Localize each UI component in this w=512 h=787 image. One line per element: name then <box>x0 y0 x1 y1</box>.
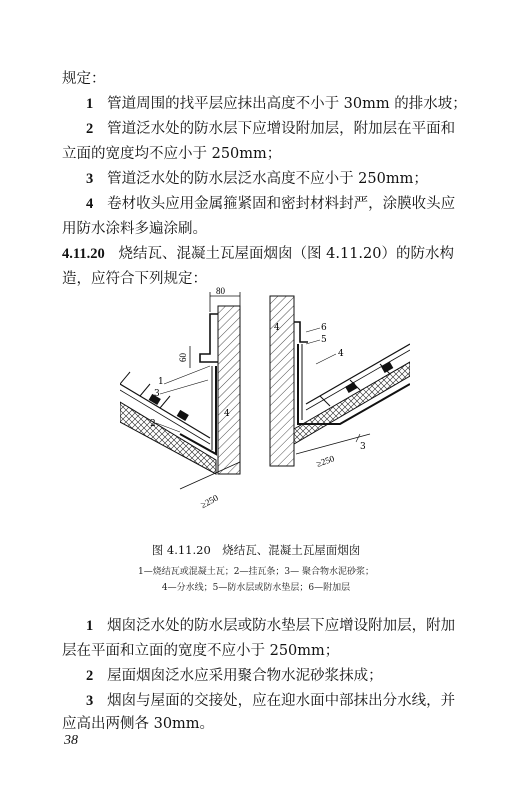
left-label-3: 3 <box>154 389 160 399</box>
right-label-3: 3 <box>360 442 366 452</box>
item-a2-continuation: 立面的宽度均不应小于 250mm； <box>62 146 282 162</box>
item-b1 <box>86 616 455 636</box>
section-continuation: 造，应符合下列规定： <box>62 271 207 287</box>
intro-text: 规定： <box>62 71 106 87</box>
right-detail <box>270 296 410 469</box>
item-a3-text: 管道泛水处的防水层泛水高度不应小于 250mm； <box>107 171 428 187</box>
item-b1-number: 1 <box>86 618 94 634</box>
item-b3 <box>86 691 455 711</box>
page-number: 38 <box>64 733 78 748</box>
item-a4-continuation: 用防水涂料多遍涂刷。 <box>62 221 207 237</box>
left-dim-top: 80 <box>216 286 225 296</box>
left-label-4: 4 <box>224 409 230 419</box>
left-chimney-wall <box>218 306 240 474</box>
item-b2-number: 2 <box>86 668 94 684</box>
figure-caption-title: 图 4.11.20 烧结瓦、混凝土瓦屋面烟囱 <box>151 543 361 557</box>
right-cap-flashing <box>294 322 308 342</box>
left-label-2: 2 <box>150 419 156 429</box>
right-label-6: 6 <box>321 323 327 333</box>
chimney-diagram <box>120 284 410 514</box>
item-b2 <box>86 666 383 686</box>
left-waterproof-layer <box>180 366 216 454</box>
right-label-5: 5 <box>321 335 327 345</box>
item-a4-number: 4 <box>86 196 94 212</box>
item-a4-text: 卷材收头应用金属箍紧固和密封材料封严，涂膜收头应 <box>107 196 456 212</box>
item-b3-number: 3 <box>86 693 94 709</box>
section-text: 烧结瓦、混凝土瓦屋面烟囱（图 4.11.20）的防水构 <box>118 246 454 262</box>
section-heading <box>62 244 454 264</box>
left-detail <box>120 286 240 510</box>
item-a1-number: 1 <box>86 96 94 112</box>
left-label-1: 1 <box>158 377 164 387</box>
left-dim-bottom: ≥250 <box>198 492 220 511</box>
item-a1 <box>86 94 467 114</box>
item-a4 <box>86 194 455 214</box>
right-tile-batten <box>345 382 357 393</box>
figure-legend-line-1: 1—烧结瓦或混凝土瓦；2—挂瓦条；3— 聚合物水泥砂浆； <box>137 567 375 577</box>
item-b1-continuation: 层在平面和立面的宽度不应小于 250mm； <box>62 643 340 659</box>
left-dim-side: 60 <box>178 353 188 362</box>
figure-legend-line-2: 4—分水线；5—防水层或防水垫层；6—附加层 <box>161 583 351 593</box>
right-roof-slab <box>294 362 410 444</box>
right-chimney-wall <box>270 296 294 466</box>
item-b2-text: 屋面烟囱泛水应采用聚合物水泥砂浆抹成； <box>107 668 383 684</box>
item-a2-number: 2 <box>86 121 94 137</box>
section-number: 4.11.20 <box>62 246 105 262</box>
left-cap-flashing <box>200 314 218 362</box>
item-a3-number: 3 <box>86 171 94 187</box>
item-a3 <box>86 169 428 189</box>
item-a2-text: 管道泛水处的防水层下应增设附加层，附加层在平面和 <box>107 121 456 137</box>
right-label-4b: 4 <box>274 323 280 333</box>
right-dim-bottom: ≥250 <box>314 453 336 470</box>
item-b3-text: 烟囱与屋面的交接处，应在迎水面中部抹出分水线，并 <box>107 693 456 709</box>
item-a1-text: 管道周围的找平层应抹出高度不小于 30mm 的排水坡； <box>107 96 467 112</box>
item-b1-text: 烟囱泛水处的防水层或防水垫层下应增设附加层，附加 <box>107 618 456 634</box>
item-b3-continuation: 应高出两侧各 30mm。 <box>62 716 215 732</box>
right-label-4a: 4 <box>338 349 344 359</box>
item-a2 <box>86 119 455 139</box>
